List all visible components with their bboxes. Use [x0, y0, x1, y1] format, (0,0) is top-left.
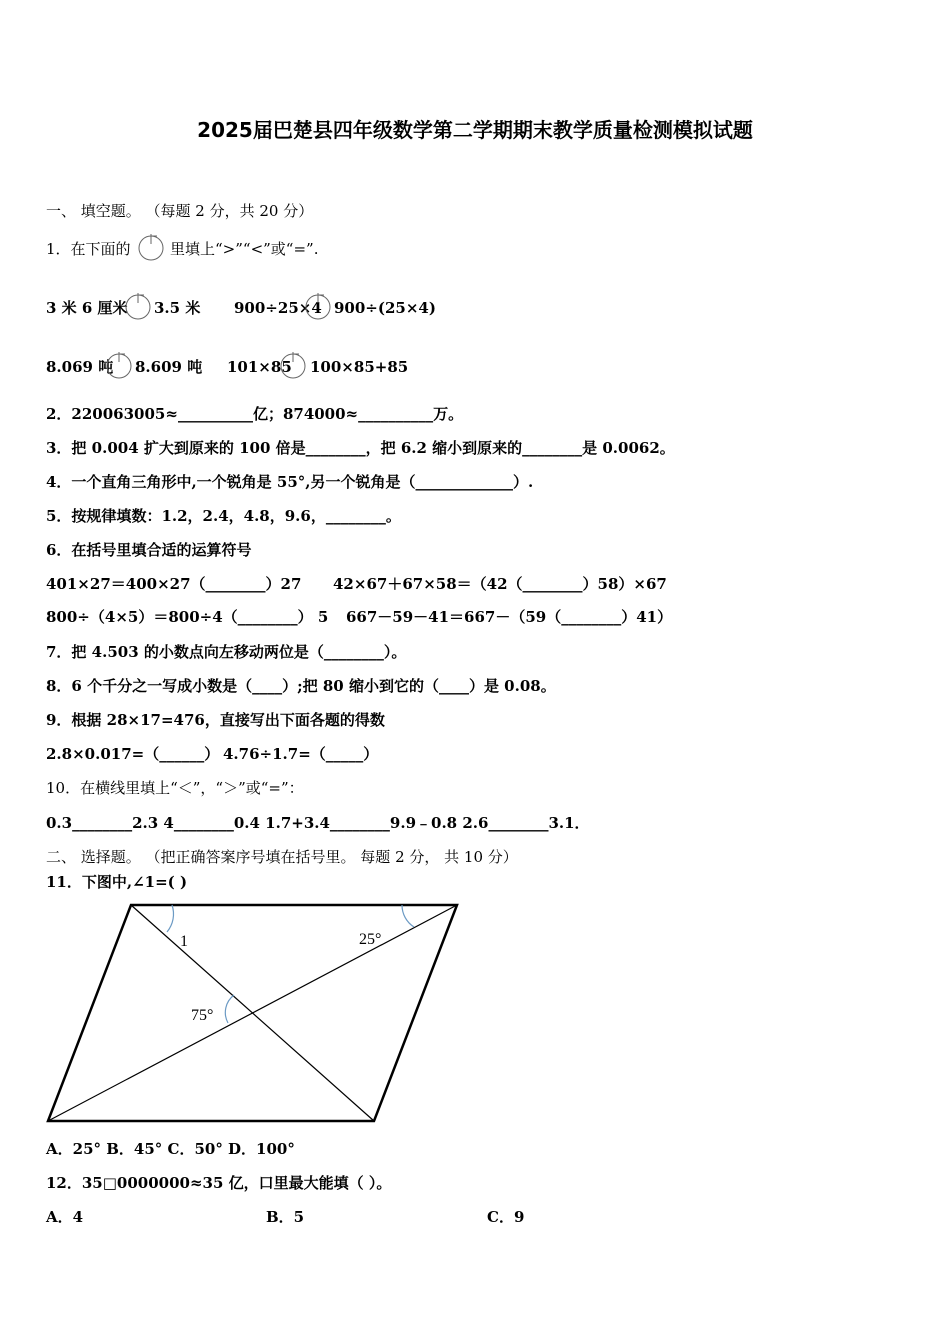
- q1-row2b-left: 101×85: [227, 358, 292, 376]
- section-1-heading: 一、 填空题。 （每题 2 分，共 20 分）: [46, 202, 314, 220]
- question-12-option-c[interactable]: C．9: [487, 1208, 525, 1226]
- blank-circle-icon[interactable]: [106, 349, 132, 379]
- question-7: 7．把 4.503 的小数点向左移动两位是（________）。: [46, 643, 407, 661]
- question-9b: 4.76÷1.7=（_____）: [223, 745, 379, 763]
- angle-label-75: 75°: [191, 1007, 214, 1024]
- question-12-option-a[interactable]: A．4: [46, 1208, 84, 1226]
- question-6c: 800÷（4×5）＝800÷4（________） 5: [46, 608, 329, 626]
- question-6d: 667－59－41＝667－（59（________）41）: [346, 608, 673, 626]
- q1-row2a-left: 8.069 吨: [46, 358, 114, 376]
- q1-row1b-right: 900÷(25×4): [334, 299, 436, 317]
- angle-label-1: 1: [180, 933, 188, 950]
- page-title: 2025届巴楚县四年级数学第二学期期末教学质量检测模拟试题: [197, 118, 753, 142]
- q1-row1a-left: 3 米 6 厘米: [46, 299, 128, 317]
- angle-label-25: 25°: [359, 931, 382, 948]
- question-10-stem: 10．在横线里填上“＜”，“＞”或“=”：: [46, 779, 304, 797]
- question-12-stem: 12．35□0000000≈35 亿，口里最大能填（ ）。: [46, 1174, 392, 1192]
- question-3: 3．把 0.004 扩大到原来的 100 倍是________，把 6.2 缩小到原来的________是 0.0062。: [46, 439, 675, 457]
- q1-row1a-right: 3.5 米: [154, 299, 201, 317]
- blank-circle-icon[interactable]: [125, 290, 151, 320]
- q1-row1b-left: 900÷25×4: [234, 299, 322, 317]
- question-10-items: 0.3________2.3 4________0.4 1.7+3.4________9.9﹣0.8 2.6________3.1．: [46, 814, 590, 832]
- question-2: 2．220063005≈__________亿；874000≈__________万。: [46, 405, 464, 423]
- question-6-stem: 6．在括号里填合适的运算符号: [46, 541, 252, 559]
- question-6b: 42×67＋67×58＝（42（________）58）×67: [333, 575, 667, 593]
- question-4: 4．一个直角三角形中,一个锐角是 55°,另一个锐角是（_____________）.: [46, 473, 534, 491]
- question-11-options: A．25° B．45° C．50° D．100°: [46, 1140, 295, 1158]
- q1-row2b-right: 100×85+85: [310, 358, 409, 376]
- angle-1-arc: [167, 905, 174, 932]
- section-2-heading: 二、 选择题。 （把正确答案序号填在括号里。 每题 2 分， 共 10 分）: [46, 848, 518, 866]
- q1-prefix: 1．在下面的: [46, 240, 131, 258]
- blank-circle-icon[interactable]: [305, 290, 331, 320]
- question-9-stem: 9．根据 28×17=476，直接写出下面各题的得数: [46, 711, 385, 729]
- diagonal-2: [48, 905, 457, 1121]
- angle-25-arc: [402, 905, 414, 927]
- angle-75-arc: [225, 995, 234, 1023]
- blank-circle-icon[interactable]: [138, 231, 164, 261]
- question-8: 8．6 个千分之一写成小数是（____）;把 80 缩小到它的（____）是 0.08。: [46, 677, 556, 695]
- parallelogram-figure: [0, 895, 480, 1130]
- question-9a: 2.8×0.017=（______）: [46, 745, 220, 763]
- question-6a: 401×27＝400×27（________）27: [46, 575, 302, 593]
- q1-suffix: 里填上“>”“<”或“=”.: [170, 240, 319, 258]
- q1-row2a-right: 8.609 吨: [135, 358, 203, 376]
- blank-circle-icon[interactable]: [280, 349, 306, 379]
- question-5: 5．按规律填数：1.2，2.4，4.8，9.6，________。: [46, 507, 401, 525]
- question-11-stem: 11．下图中,∠1=( ): [46, 873, 188, 891]
- question-12-option-b[interactable]: B．5: [266, 1208, 305, 1226]
